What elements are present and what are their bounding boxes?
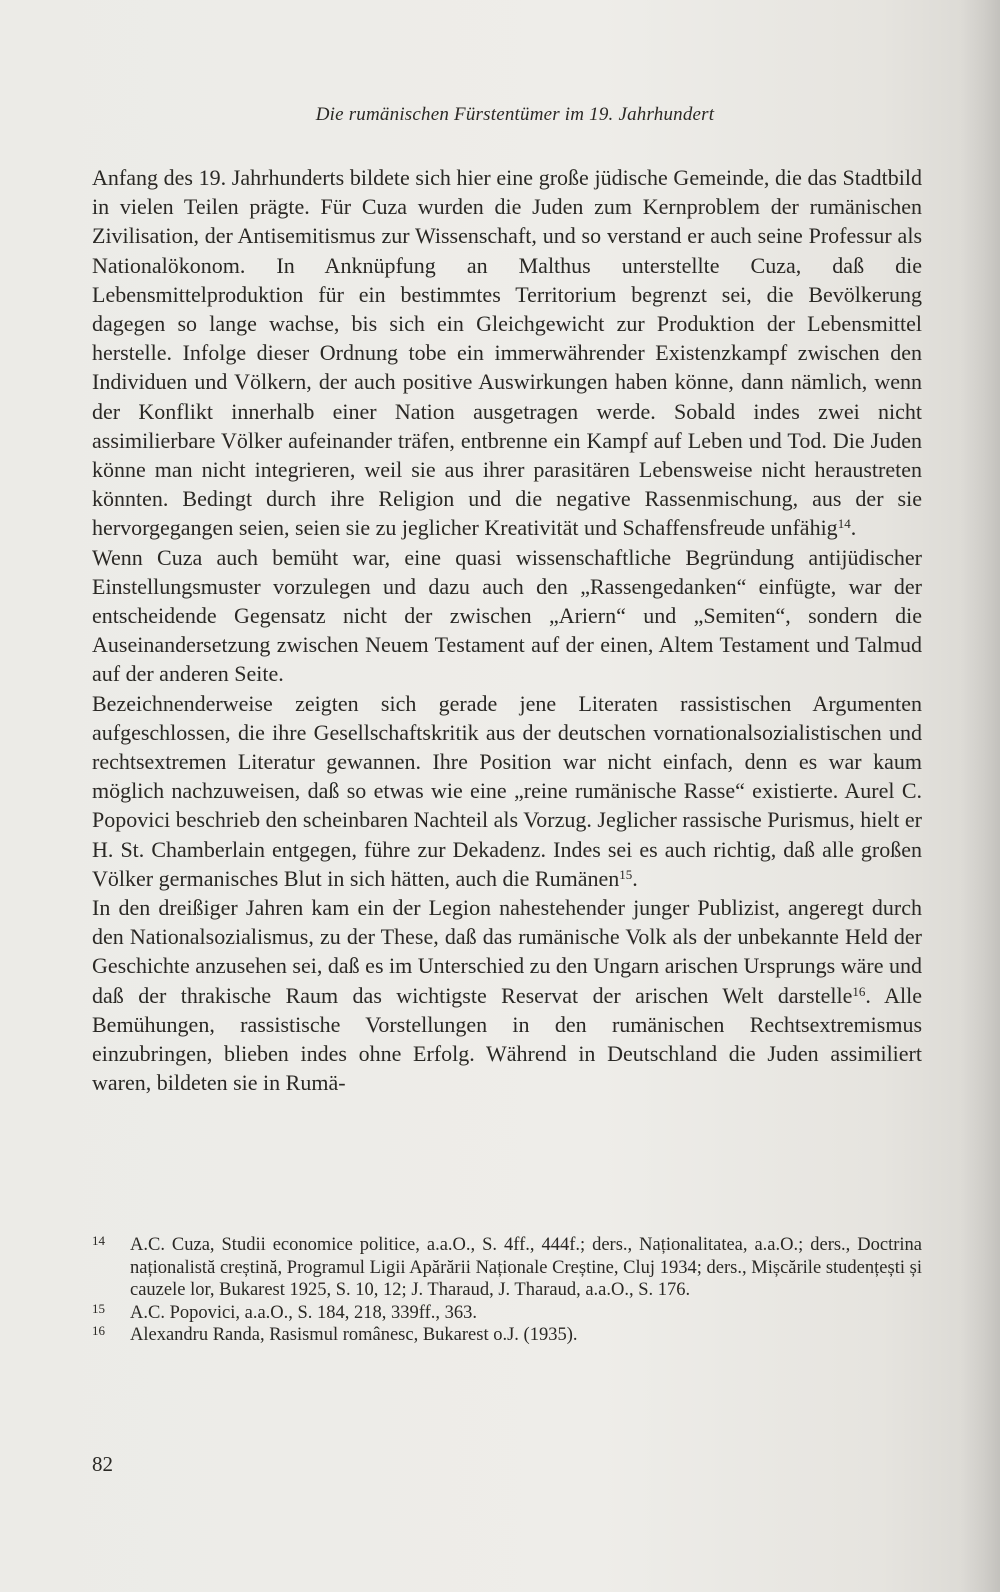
running-head: Die rumänischen Fürstentümer im 19. Jahrhundert [315, 104, 715, 125]
page-edge-shadow [960, 0, 1000, 1592]
paragraph-text: Anfang des 19. Jahrhunderts bildete sich hier eine große jüdische Gemeinde, die das Stadtbild in vielen Teilen prägte. Für Cuza wurden die Juden zum Kernproblem der rumänischen Zivilisation, der Antisemitismus zur Wissenschaft, und so verstand er auch seine Professur als Nationalökonom. In Anknüpfung an Malthus unterstellte Cuza, daß die Lebensmittelproduktion für ein bestimmtes Territorium begrenzt sei, die Bevölkerung dagegen so lange wachse, bis sich ein Gleichgewicht zur Produktion der Lebensmittel herstelle. Infolge dieser Ordnung tobe ein immerwährender Existenzkampf zwischen den Individuen und Völkern, der auch positive Auswirkungen haben könne, dann nämlich, wenn der Konflikt innerhalb einer Nation ausgetragen werde. Sobald indes zwei nicht assimilierbare Völker aufeinander träfen, entbrenne ein Kampf auf Leben und Tod. Die Juden könne man nicht integrieren, weil sie aus ihrer parasitären Lebensweise nicht heraustreten könnten. Bedingt durch ihre Religion und die negative Rassenmischung, aus der sie hervorgegangen seien, seien sie zu jeglicher Kreativität und Schaffensfreude unfähig [92, 165, 922, 541]
footnote [92, 1302, 922, 1325]
footnote [92, 1234, 922, 1302]
paragraph [92, 689, 922, 893]
footnote-ref-16: 16 [852, 983, 866, 999]
footnote-ref-14: 14 [837, 516, 851, 532]
page-number: 82 [92, 1452, 113, 1476]
paragraph [92, 163, 922, 543]
footnote-ref-15: 15 [619, 866, 633, 882]
paragraph-tail: . [850, 515, 857, 541]
footnote [92, 1324, 922, 1347]
footnote-number: 15 [92, 1300, 105, 1316]
footnote-text: A.C. Cuza, Studii economice politice, a.a.O., S. 4ff., 444f.; ders., Naționalitatea, a.a.O.; ders., Doctrina naționalistă creștină, Programul Ligii Apărării Naționale Creștine, Cluj 1934; ders., Mișcările studențești și cauzele lor, Bukarest 1925, S. 10, 12; J. Tharaud, J. Tharaud, a.a.O., S. 176. [130, 1235, 922, 1301]
footnote-text: A.C. Popovici, a.a.O., S. 184, 218, 339ff., 363. [130, 1302, 478, 1323]
paragraph-tail: . [632, 865, 638, 891]
footnote-number: 14 [92, 1233, 105, 1248]
paragraph-tail: . Alle Bemühungen, rassistische Vorstellungen in den rumänischen Rechtsextremismus einzubringen, blieben indes ohne Erfolg. Während in Deutschland die Juden assimiliert waren, bildeten sie in Rumä- [92, 982, 922, 1096]
footnote-number: 16 [92, 1323, 105, 1339]
paragraph-text: Bezeichnenderweise zeigten sich gerade jene Literaten rassistischen Argumenten aufgeschlossen, die ihre Gesellschaftskritik aus der deutschen vornationalsozialistischen und rechtsextremen Literatur gewannen. Ihre Position war nicht einfach, denn es war kaum möglich nachzuweisen, daß so etwas wie eine „reine rumänische Rasse“ existierte. Aurel C. Popovici beschrieb den scheinbaren Nachteil als Vorzug. Jeglicher rassische Purismus, hielt er H. St. Chamberlain entgegen, führe zur Dekadenz. Indes sei es auch richtig, daß alle großen Völker germanisches Blut in sich hätten, auch die Rumänen [92, 690, 922, 891]
paragraph-text: Wenn Cuza auch bemüht war, eine quasi wissenschaftliche Begründung antijüdischer Einstellungsmuster vorzulegen und dazu auch den „Rassengedanken“ einfügte, war der entscheidende Gegensatz nicht der zwischen „Ariern“ und „Semiten“, sondern die Auseinandersetzung zwischen Neuem Testament auf der einen, Altem Testament und Talmud auf der anderen Seite. [92, 544, 922, 687]
paragraph [92, 893, 922, 1097]
footnotes [92, 1234, 922, 1347]
paragraph-text: In den dreißiger Jahren kam ein der Legion nahestehender junger Publizist, angeregt durch den Nationalsozialismus, zu der These, daß das rumänische Volk als der unbekannte Held der Geschichte anzusehen sei, daß es im Unterschied zu den Ungarn arischen Ursprungs wäre und daß der thrakische Raum das wichtigste Reservat der arischen Welt darstelle [92, 895, 922, 1008]
main-text [92, 163, 922, 1098]
footnote-text: Alexandru Randa, Rasismul românesc, Bukarest o.J. (1935). [130, 1325, 578, 1346]
paragraph [92, 543, 922, 689]
